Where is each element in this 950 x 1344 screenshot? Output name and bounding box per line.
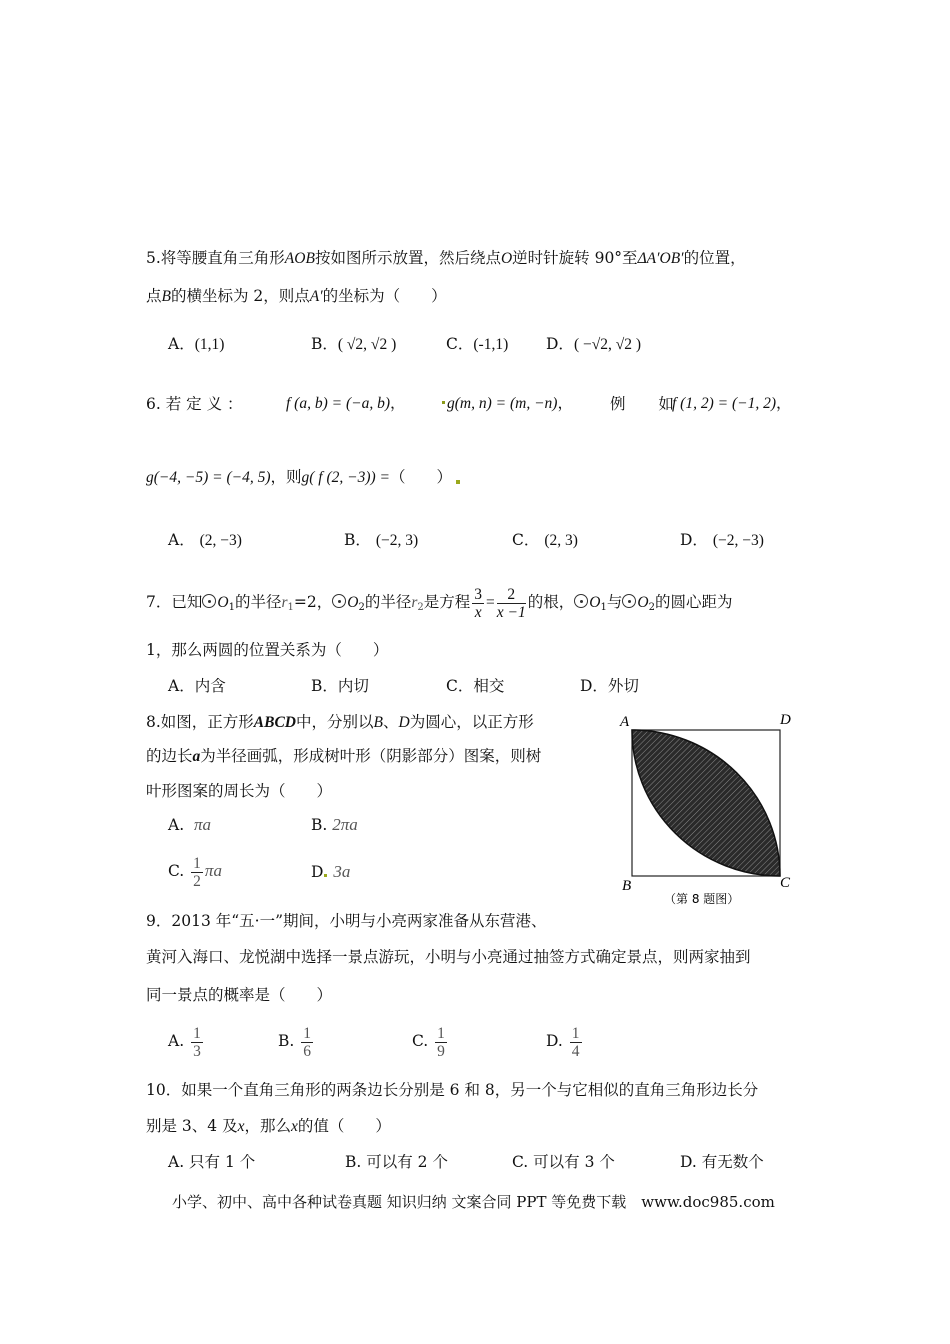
q8-option-d: D 3a [311,862,351,881]
fraction-one-ninth: $\frac{1}{9}$ [437,1024,445,1060]
q5-line2: 点B的横坐标为 2，则点A′的坐标为（ ） [146,287,447,305]
circle-dot-symbol [202,594,216,608]
circle-dot-symbol [332,594,346,608]
vertex-label-b: B [622,878,632,894]
q5-line1: 5.将等腰直角三角形AOB按如图所示放置，然后绕点O逆时针旋转 90°至ΔA′OB′的位置， [146,249,746,267]
q7-line2: 1，那么两圆的位置关系为（ ） [146,641,389,659]
q6-line1: 6. 若 定 义 ： [146,395,243,413]
vertex-label-a: A [620,714,630,730]
q8-option-a: A. πa [168,815,212,834]
q10-line1: 10．如果一个直角三角形的两条边长分别是 6 和 8，另一个与它相似的直角三角形边长分 [146,1081,759,1099]
q10-option-b: B. 可以有 2 个 [345,1153,448,1171]
footer-text: 小学、初中、高中各种试卷真题 知识归纳 文案合同 PPT 等免费下载 www.doc985.com [172,1193,775,1211]
fraction-one-third: $\frac{1}{3}$ [193,1024,201,1060]
q9-line3: 同一景点的概率是（ ） [146,986,333,1004]
q7-line1: 7．已知 $O_1$的半径$r_1=2$， $O_2$的半径$r_2$是方程 $\frac{3}{x}$ = $\frac{2}{x -1}$ 的根， $O_1$与 $O_2$的圆心距为 [146,585,733,621]
q5-option-d: D．( −√2, √2 ) [546,335,642,353]
circle-dot-symbol [622,594,636,608]
green-dot-mark [324,874,327,877]
q6-f-definition: f (a, b) = (−a, b)， [286,394,406,412]
fraction-one-quarter: $\frac{1}{4}$ [571,1024,580,1060]
vertex-label-d: D [780,712,791,728]
q5-option-b: B．( √2, √2 ) [311,335,397,353]
leaf-shape-figure [614,708,814,908]
q7-option-b: B．内切 [311,677,369,695]
q6-line2: g(−4, −5) = (−4, 5)，则g( f (2, −3)) =（ ） [146,467,460,488]
q7-option-d: D．外切 [580,677,639,695]
q8-option-c: C. $\frac{1}{2}$ πa [168,854,222,890]
q9-line1: 9．2013 年“五·一”期间，小明与小亮两家准备从东营港、 [146,912,547,930]
q9-option-d: D. $\frac{1}{4}$ [546,1024,580,1060]
q7-option-c: C．相交 [446,677,505,695]
q10-option-a: A. 只有 1 个 [168,1153,256,1171]
q10-line2: 别是 3、4 及x，那么x的值（ ） [146,1117,391,1135]
leaf-shaded-region [632,730,780,876]
fraction-one-sixth: $\frac{1}{6}$ [303,1024,312,1060]
q8-option-b: B. 2πa [311,815,358,834]
q6-option-d: D． (−2, −3) [680,531,764,549]
q10-option-d: D. 有无数个 [680,1153,764,1171]
circle-dot-symbol [574,594,588,608]
q6-example-word: 例 如 [610,395,688,413]
q8-line3: 叶形图案的周长为（ ） [146,782,333,800]
q5-option-c: C．(-1,1) [446,335,509,353]
figure-caption: （第 8 题图） [664,892,740,906]
q6-option-c: C． (2, 3) [512,531,578,549]
green-dot-mark [442,401,445,404]
fraction-one-half: $\frac{1}{2}$ [193,854,201,890]
q8-line1: 8.如图，正方形ABCD中，分别以B、D为圆心，以正方形 [146,713,534,731]
q9-option-a: A. $\frac{1}{3}$ [168,1024,201,1060]
q6-option-a: A． (2, −3) [168,531,242,549]
green-square-mark [456,480,460,484]
q7-option-a: A．内含 [168,677,226,695]
q8-line2: 的边长a为半径画弧，形成树叶形（阴影部分）图案，则树 [146,747,542,765]
q6-f-example: f (1, 2) = (−1, 2)， [672,394,792,412]
q5-option-a: A．(1,1) [168,335,225,353]
q6-option-b: B． (−2, 3) [344,531,419,549]
q10-option-c: C. 可以有 3 个 [512,1153,615,1171]
vertex-label-c: C [780,875,791,891]
q9-line2: 黄河入海口、龙悦湖中选择一景点游玩，小明与小亮通过抽签方式确定景点，则两家抽到 [146,948,751,966]
q9-option-c: C. $\frac{1}{9}$ [412,1024,445,1060]
fraction-3-over-x: $\frac{3}{x}$ [474,585,483,621]
q6-g-definition: g(m, n) = (m, −n)， [440,393,573,414]
q9-option-b: B. $\frac{1}{6}$ [278,1024,312,1060]
fraction-2-over-x-minus-1: $\frac{2}{x -1}$ [496,585,526,621]
